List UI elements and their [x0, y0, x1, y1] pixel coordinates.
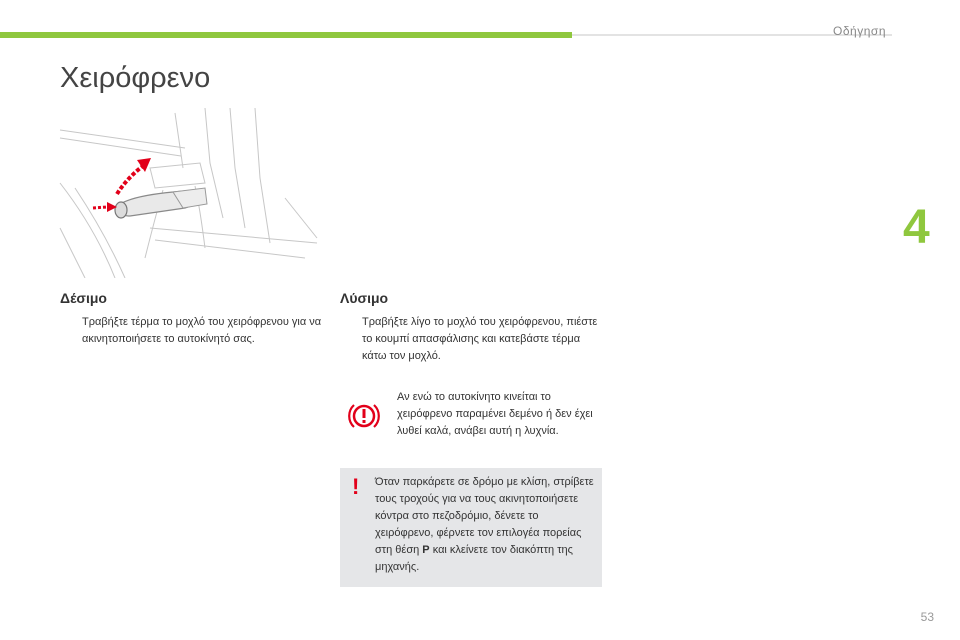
warning-text: Αν ενώ το αυτοκίνητο κινείται το χειρόφρενο παραμένει δεμένο ή δεν έχει λυθεί καλά, ανάβει αυτή η λυχνία.: [397, 391, 593, 437]
applying-step: [60, 314, 330, 348]
applying-text: Τραβήξτε τέρμα το μοχλό του χειρόφρενου για να ακινητοποιήσετε το αυτοκίνητό σας.: [82, 316, 322, 345]
applying-heading: Δέσιμο: [60, 290, 107, 306]
parking-note-box: [340, 468, 602, 587]
exclamation-icon: !: [352, 474, 360, 499]
chapter-number: 4: [903, 201, 930, 254]
brake-warning-icon: [348, 400, 380, 432]
releasing-text: Τραβήξτε λίγο το μοχλό του χειρόφρενου, πιέστε το κουμπί απασφάλισης και κατεβάστε τέρμα κάτω τον μοχλό.: [362, 316, 598, 362]
pull-lever-arrow-icon: [117, 158, 151, 194]
parking-note-text: [375, 474, 595, 576]
push-button-arrow-icon: [93, 202, 117, 212]
section-name: Οδήγηση: [833, 24, 886, 38]
header-accent-bar: [0, 32, 572, 38]
note-text-after: και κλείνετε τον διακόπτη της μηχανής.: [375, 544, 573, 573]
handbrake-illustration: [55, 108, 320, 278]
page-title: Χειρόφρενο: [60, 62, 211, 94]
releasing-step: [340, 314, 605, 365]
note-text-before: Όταν παρκάρετε σε δρόμο με κλίση, στρίβετε τους τροχούς για να τους ακινητοποιήσετε κόντρα στο πεζοδρόμιο, δένετε το χειρόφρενο, φέρνετε τον επιλογέα πορείας στη θέση: [375, 476, 594, 556]
page-number: 53: [920, 610, 934, 624]
gear-position-p: P: [422, 544, 430, 556]
releasing-heading: Λύσιμο: [340, 290, 389, 306]
